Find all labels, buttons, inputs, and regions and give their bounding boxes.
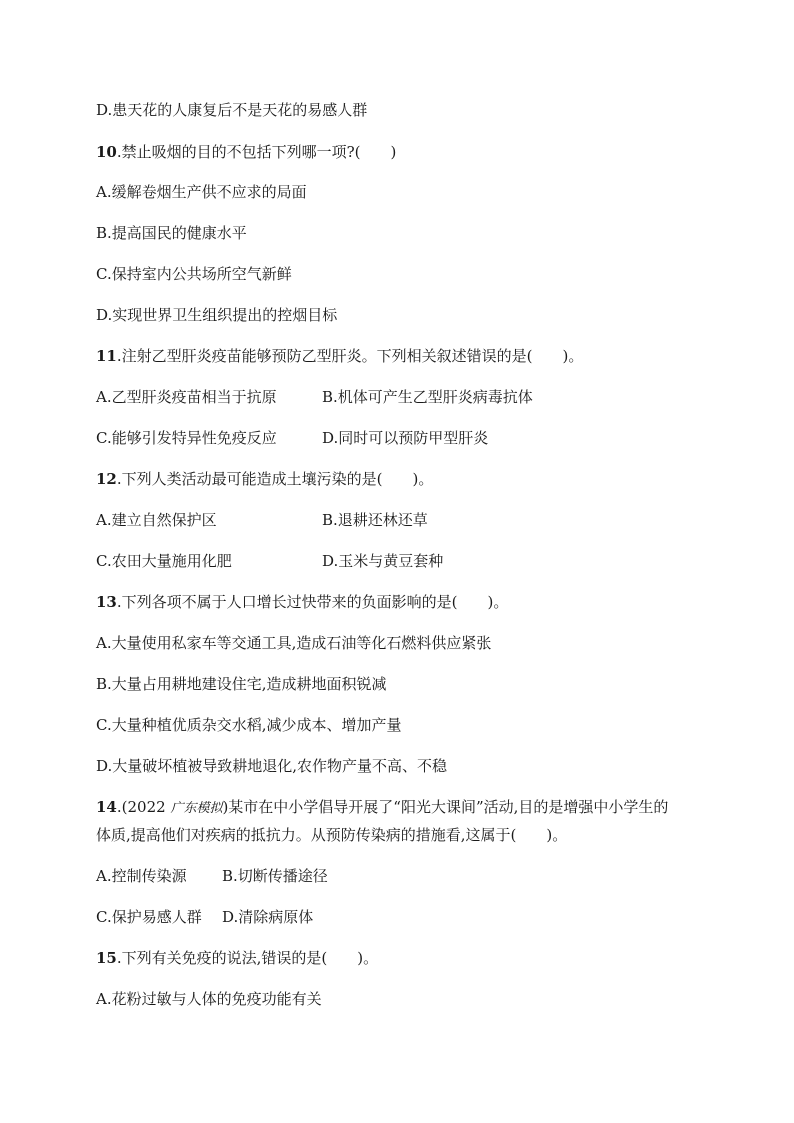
q14-number: 14 <box>96 798 117 816</box>
q13-option-a: A.大量使用私家车等交通工具,造成石油等化石燃料供应紧张 <box>96 634 492 652</box>
q13-stem <box>96 592 508 612</box>
q11-option-b: B.机体可产生乙型肝炎病毒抗体 <box>322 388 533 406</box>
q13-stem-text: .下列各项不属于人口增长过快带来的负面影响的是( )。 <box>116 593 509 611</box>
q10-option-a: A.缓解卷烟生产供不应求的局面 <box>96 183 307 201</box>
q12-option-d: D.玉米与黄豆套种 <box>322 552 444 570</box>
q15-stem <box>96 948 378 968</box>
q15-stem-text: .下列有关免疫的说法,错误的是( )。 <box>116 949 379 967</box>
q13-option-c: C.大量种植优质杂交水稻,减少成本、增加产量 <box>96 716 402 734</box>
q11-option-c: C.能够引发特异性免疫反应 <box>96 429 277 447</box>
q12-option-b: B.退耕还林还草 <box>322 511 428 529</box>
q14-option-c: C.保护易感人群 <box>96 908 202 926</box>
q14-option-b: B.切断传播途径 <box>222 867 328 885</box>
q12-stem <box>96 469 433 489</box>
q11-option-a: A.乙型肝炎疫苗相当于抗原 <box>96 388 277 406</box>
q15-number: 15 <box>96 949 117 967</box>
q14-source-open: .(2022 <box>116 798 171 816</box>
q12-options-ab <box>96 510 696 530</box>
q10-stem <box>96 142 396 162</box>
q12-stem-text: .下列人类活动最可能造成土壤污染的是( )。 <box>116 470 434 488</box>
q12-number: 12 <box>96 470 117 488</box>
q10-stem-text: .禁止吸烟的目的不包括下列哪一项?( ) <box>116 143 397 161</box>
q11-number: 11 <box>96 347 117 365</box>
q10-option-d: D.实现世界卫生组织提出的控烟目标 <box>96 306 338 324</box>
q13-option-d: D.大量破坏植被导致耕地退化,农作物产量不高、不稳 <box>96 757 448 775</box>
q12-options-cd <box>96 551 696 571</box>
q11-stem <box>96 346 583 366</box>
q14-stem-line1 <box>96 797 668 819</box>
q11-options-cd <box>96 428 696 448</box>
q14-source: 广东模拟 <box>170 801 223 816</box>
q13-number: 13 <box>96 593 117 611</box>
q12-option-c: C.农田大量施用化肥 <box>96 552 232 570</box>
q13-option-b: B.大量占用耕地建设住宅,造成耕地面积锐减 <box>96 675 387 693</box>
q12-option-a: A.建立自然保护区 <box>96 511 217 529</box>
q14-stem-text-1: )某市在中小学倡导开展了“阳光大课间”活动,目的是增强中小学生的 <box>222 798 669 816</box>
q14-stem-line2: 体质,提高他们对疾病的抵抗力。从预防传染病的措施看,这属于( )。 <box>96 826 568 844</box>
q14-option-d: D.清除病原体 <box>222 908 314 926</box>
q11-stem-text: .注射乙型肝炎疫苗能够预防乙型肝炎。下列相关叙述错误的是( )。 <box>116 347 584 365</box>
q11-options-ab <box>96 387 696 407</box>
q10-option-b: B.提高国民的健康水平 <box>96 224 247 242</box>
q10-number: 10 <box>96 143 117 161</box>
q14-option-a: A.控制传染源 <box>96 867 187 885</box>
q10-option-c: C.保持室内公共场所空气新鲜 <box>96 265 292 283</box>
q15-option-a: A.花粉过敏与人体的免疫功能有关 <box>96 990 322 1008</box>
q14-options-cd <box>96 907 496 927</box>
q14-options-ab <box>96 866 496 886</box>
q9-option-d: D.患天花的人康复后不是天花的易感人群 <box>96 101 368 119</box>
q11-option-d: D.同时可以预防甲型肝炎 <box>322 429 489 447</box>
